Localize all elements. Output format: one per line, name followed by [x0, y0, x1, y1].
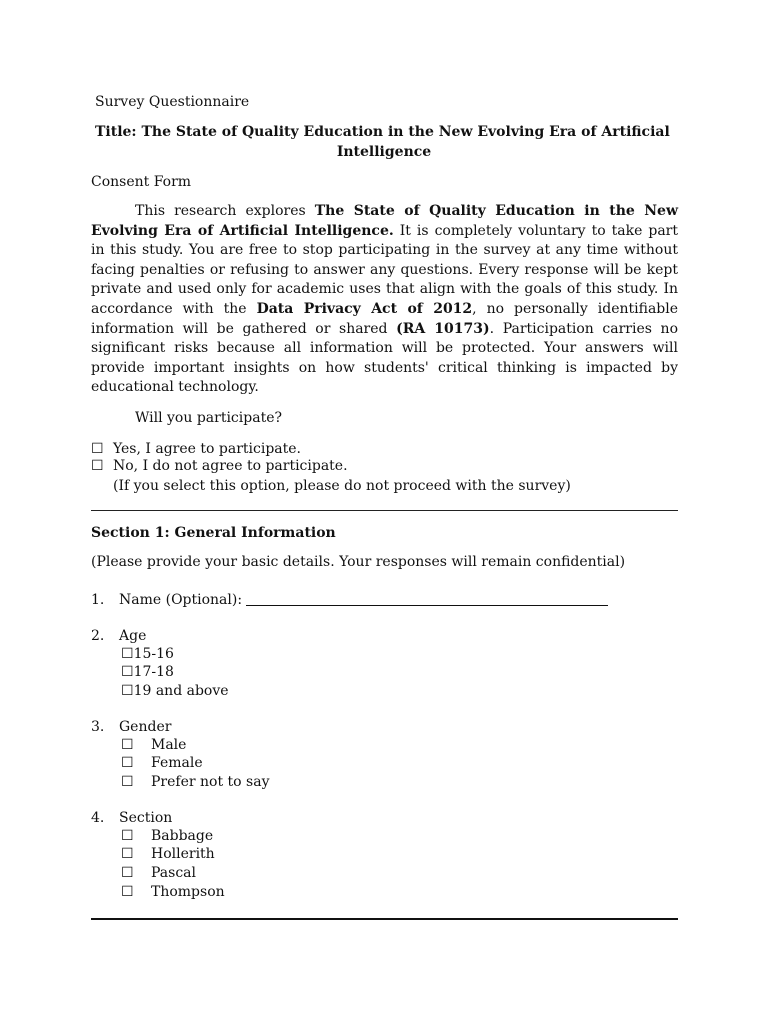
survey-title-line-2: Intelligence	[336, 144, 432, 160]
consent-form-label: Consent Form	[91, 174, 192, 190]
section-option-label: Hollerith	[151, 846, 215, 862]
section-option-label: Babbage	[151, 828, 214, 844]
question-number: 3.	[91, 719, 105, 735]
gender-option[interactable]	[121, 736, 186, 754]
consent-paragraph	[91, 202, 678, 398]
question-age	[91, 627, 146, 645]
question-label: Gender	[119, 719, 172, 735]
option-disagree-label: No, I do not agree to participate.	[113, 458, 348, 474]
question-name	[91, 591, 242, 609]
consent-text-1: This research explores	[135, 203, 315, 219]
checkbox-icon[interactable]: ☐	[121, 646, 134, 662]
name-input-line[interactable]	[246, 605, 608, 606]
section-option-label: Pascal	[151, 865, 196, 881]
age-option[interactable]	[121, 645, 174, 663]
option-disagree[interactable]	[91, 457, 348, 475]
checkbox-icon[interactable]: ☐	[91, 458, 104, 474]
gender-option[interactable]	[121, 754, 203, 772]
question-gender	[91, 718, 171, 736]
section-option[interactable]	[121, 864, 196, 882]
section-divider	[91, 510, 678, 511]
question-label: Age	[119, 628, 147, 644]
gender-option-label: Female	[151, 755, 203, 771]
consent-text-4: . Participation carries no significant risks because all information will be protected. Your answers will provide important insights on how students' critical thinking is impacted by educational technology.	[91, 320, 679, 396]
checkbox-icon[interactable]: ☐	[121, 865, 134, 881]
gender-option[interactable]	[121, 773, 269, 791]
checkbox-icon[interactable]: ☐	[121, 664, 134, 680]
question-label: Name (Optional):	[119, 592, 243, 608]
checkbox-icon[interactable]: ☐	[121, 755, 134, 771]
question-number: 2.	[91, 628, 105, 644]
consent-text-2: It is completely voluntary to take part in this study. You are free to stop participating in the survey at any time without facing penalties or refusing to answer any questions. Every response will be kept private and used only for academic uses that align with the goals of this study. In accordance with the	[91, 222, 679, 317]
option-agree-label: Yes, I agree to participate.	[113, 441, 301, 457]
age-option-label: 19 and above	[133, 683, 229, 699]
age-option-label: 15-16	[133, 646, 174, 662]
checkbox-icon[interactable]: ☐	[121, 774, 134, 790]
participation-question: Will you participate?	[135, 410, 282, 426]
section-option-label: Thompson	[151, 884, 225, 900]
section-1-note: (Please provide your basic details. Your responses will remain confidential)	[91, 554, 626, 570]
age-option-label: 17-18	[133, 664, 174, 680]
checkbox-icon[interactable]: ☐	[121, 683, 134, 699]
checkbox-icon[interactable]: ☐	[121, 884, 134, 900]
bottom-divider	[91, 918, 678, 920]
question-number: 1.	[91, 592, 105, 608]
question-number: 4.	[91, 810, 105, 826]
consent-bold-ra: (RA 10173)	[396, 320, 490, 337]
section-option[interactable]	[121, 827, 213, 845]
consent-bold-title: The State of Quality Education in the New Evolving Era of Artificial Intelligence.	[91, 203, 679, 239]
gender-option-label: Prefer not to say	[151, 774, 270, 790]
consent-text-3: , no personally identifiable information will be gathered or shared	[91, 300, 679, 337]
section-option[interactable]	[121, 883, 225, 901]
checkbox-icon[interactable]: ☐	[121, 737, 134, 753]
checkbox-icon[interactable]: ☐	[121, 846, 134, 862]
age-option[interactable]	[121, 663, 174, 681]
question-label: Section	[119, 810, 173, 826]
consent-bold-act: Data Privacy Act of 2012	[256, 300, 473, 317]
checkbox-icon[interactable]: ☐	[121, 828, 134, 844]
document-label: Survey Questionnaire	[95, 94, 250, 110]
section-1-title: Section 1: General Information	[91, 525, 336, 541]
age-option[interactable]	[121, 682, 229, 700]
checkbox-icon[interactable]: ☐	[91, 441, 104, 457]
gender-option-label: Male	[151, 737, 187, 753]
section-option[interactable]	[121, 845, 215, 863]
survey-title-line-1: Title: The State of Quality Education in the New Evolving Era of Artificial	[95, 124, 670, 140]
option-agree[interactable]	[91, 440, 301, 458]
option-disagree-note: (If you select this option, please do not proceed with the survey)	[113, 478, 571, 494]
question-section	[91, 809, 172, 827]
